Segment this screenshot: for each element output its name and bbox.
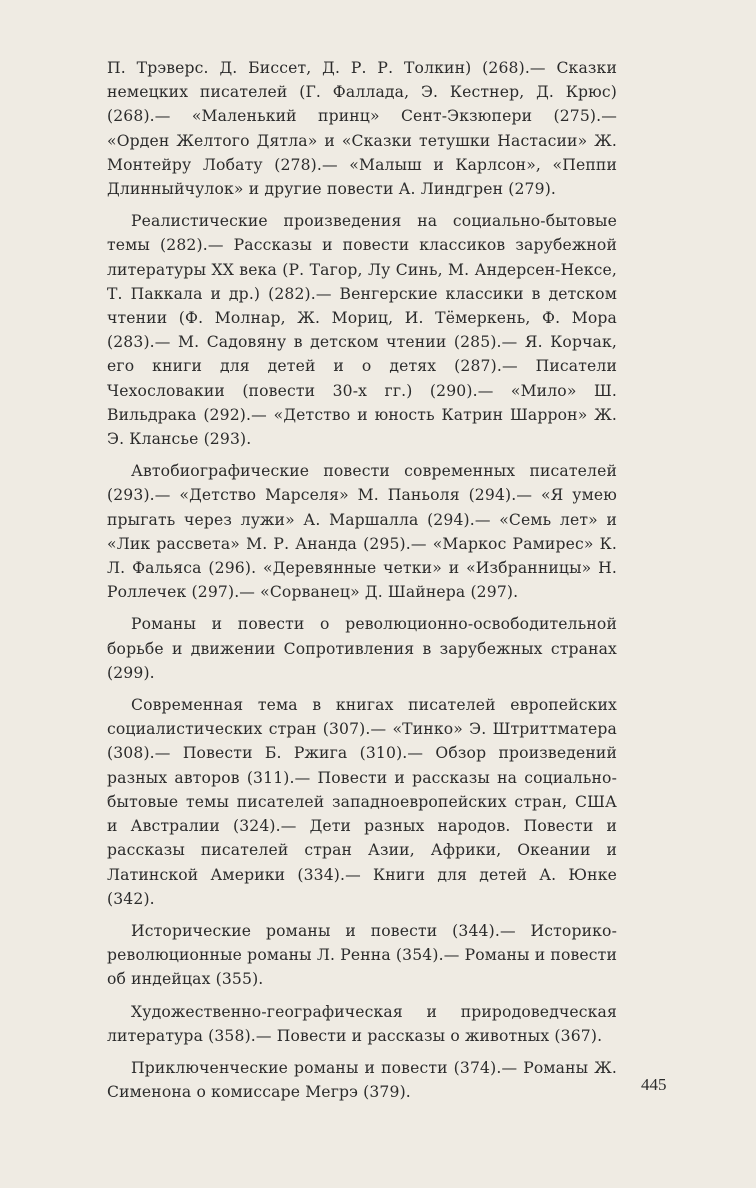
paragraph-geographical-literature: Художественно-географическая и природоведческая литература (358).— Повести и рассказы о животных (367). [107, 1002, 617, 1045]
paragraph-adventure-novels: Приключенческие романы и повести (374).— Романы Ж. Сименона о комиссаре Мегрэ (379). [107, 1058, 617, 1102]
page-number: 445 [641, 1075, 667, 1094]
paragraph-autobiographical-stories: Автобиографические повести современных писателей (293).— «Детство Марселя» М. Паньоля (294).— «Я умею прыгать через лужи» А. Маршалла (294).— «Семь лет» и «Лик рассвета» М. Р. Ананда (295).— «Маркос Рамирес» К. Л. Фальяса (296). «Деревянные четки» и «Избранницы» Н. Роллечек (297).— «Сорванец» Д. Шайнера (297). [107, 462, 617, 602]
paragraph-revolutionary-novels: Романы и повести о революционно-освободительной борьбе и движении Сопротивления в зарубежных странах (299). [107, 615, 617, 682]
paragraph-historical-novels: Исторические романы и повести (344).— Историко-революционные романы Л. Ренна (354).— Романы и повести об индейцах (355). [107, 921, 617, 989]
paragraph-modern-theme: Современная тема в книгах писателей европейских социалистических стран (307).— «Тинко» Э. Штриттматера (308).— Повести Б. Ржига (310).— Обзор произведений разных авторов (311).— Повести и рассказы на социально-бытовые темы писателей западноевропейских стран, США и Австралии (324).— Дети разных народов. Повести и рассказы писателей стран Азии, Африки, Океании и Латинской Америки (334).— Книги для детей А. Юнке (342). [107, 696, 617, 908]
table-of-contents-text [107, 56, 617, 1112]
paragraph-realistic-works: Реалистические произведения на социально-бытовые темы (282).— Рассказы и повести классиков зарубежной литературы XX века (Р. Тагор, Лу Синь, М. Андерсен-Нексе, Т. Паккала и др.) (282).— Венгерские классики в детском чтении (Ф. Молнар, Ж. Мориц, И. Тёмеркень, Ф. Мора (283).— М. Садовяну в детском чтении (285).— Я. Корчак, его книги для детей и о детях (287).— Писатели Чехословакии (повести 30-х гг.) (290).— «Мило» Ш. Вильдрака (292).— «Детство и юность Катрин Шаррон» Ж. Э. Клансье (293). [107, 212, 617, 449]
paragraph-fairy-tales-continued: П. Трэверс. Д. Биссет, Д. Р. Р. Толкин) (268).— Сказки немецких писателей (Г. Фаллада, Э. Кестнер, Д. Крюс) (268).— «Маленький принц» Сент-Экзюпери (275).— «Орден Желтого Дятла» и «Сказки тетушки Настасии» Ж. Монтейру Лобату (278).— «Малыш и Карлсон», «Пеппи Длинныйчулок» и другие повести А. Линдгрен (279). [107, 59, 617, 199]
